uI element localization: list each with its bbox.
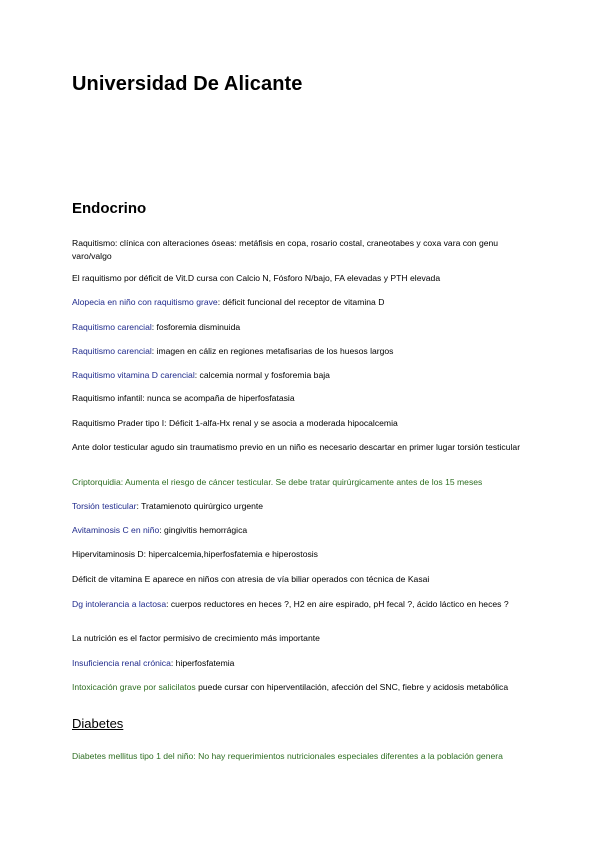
paragraph-raquitismo-vitd: El raquitismo por déficit de Vit.D cursa con Calcio N, Fósforo N/bajo, FA elevadas y PTH elevada <box>72 273 441 283</box>
paragraph-avitaminosis-c: Avitaminosis C en niño: gingivitis hemorrágica <box>72 525 248 535</box>
term-highlight: Avitaminosis C en niño <box>72 525 160 535</box>
paragraph-raquitismo-prader: Raquitismo Prader tipo I: Déficit 1-alfa-Hx renal y se asocia a moderada hipocalcemia <box>72 418 398 428</box>
paragraph-raquitismo-clinica: Raquitismo: clínica con alteraciones óseas: metáfisis en copa, rosario costal, craneotabes y coxa vara con genu varo/valgo <box>72 238 499 261</box>
term-highlight: Insuficiencia renal crónica <box>72 658 171 668</box>
term-highlight: Raquitismo vitamina D carencial <box>72 370 195 380</box>
term-highlight: Intoxicación grave por salicilatos <box>72 682 196 692</box>
paragraph-torsion-testicular: Torsión testicular: Tratamienoto quirúrgico urgente <box>72 501 264 511</box>
term-highlight: Raquitismo carencial <box>72 346 152 356</box>
paragraph-raquitismo-carencial-2: Raquitismo carencial: imagen en cáliz en regiones metafisarias de los huesos largos <box>72 346 394 356</box>
paragraph-insuficiencia-renal: Insuficiencia renal crónica: hiperfosfatemia <box>72 658 235 668</box>
term-highlight: Torsión testicular <box>72 501 137 511</box>
paragraph-nutricion: La nutrición es el factor permisivo de crecimiento más importante <box>72 633 320 643</box>
paragraph-diabetes-tipo-1: Diabetes mellitus tipo 1 del niño: No hay requerimientos nutricionales especiales diferentes a la población genera <box>72 751 503 761</box>
paragraph-raquitismo-carencial-1: Raquitismo carencial: fosforemia disminuida <box>72 322 241 332</box>
document-title: Universidad De Alicante <box>72 73 303 95</box>
paragraph-hipervitaminosis-d: Hipervitaminosis D: hipercalcemia,hiperfosfatemia e hiperostosis <box>72 549 318 559</box>
paragraph-criptorquidia: Criptorquidia: Aumenta el riesgo de cáncer testicular. Se debe tratar quirúrgicamente antes de los 15 meses <box>72 477 483 487</box>
paragraph-raquitismo-vitamina-d: Raquitismo vitamina D carencial: calcemia normal y fosforemia baja <box>72 370 330 380</box>
paragraph-deficit-vitamina-e: Déficit de vitamina E aparece en niños con atresia de vía biliar operados con técnica de Kasai <box>72 574 430 584</box>
term-highlight: Alopecia en niño con raquitismo grave <box>72 297 218 307</box>
paragraph-dolor-testicular: Ante dolor testicular agudo sin traumatismo previo en un niño es necesario descartar en primer lugar torsión testicular <box>72 442 521 452</box>
term-highlight: Raquitismo carencial <box>72 322 152 332</box>
paragraph-intoxicacion-salicilatos: Intoxicación grave por salicilatos puede cursar con hiperventilación, afección del SNC, fiebre y acidosis metabólica <box>72 682 509 692</box>
section-heading-endocrino: Endocrino <box>72 200 147 217</box>
paragraph-intolerancia-lactosa: Dg intolerancia a lactosa: cuerpos reductores en heces ?, H2 en aire espirado, pH fecal ?, ácido láctico en heces ? <box>72 599 509 609</box>
paragraph-alopecia: Alopecia en niño con raquitismo grave: déficit funcional del receptor de vitamina D <box>72 297 385 307</box>
paragraph-raquitismo-infantil: Raquitismo infantil: nunca se acompaña de hiperfosfatasia <box>72 393 295 403</box>
section-heading-diabetes: Diabetes <box>72 716 124 731</box>
term-highlight: Dg intolerancia a lactosa <box>72 599 167 609</box>
